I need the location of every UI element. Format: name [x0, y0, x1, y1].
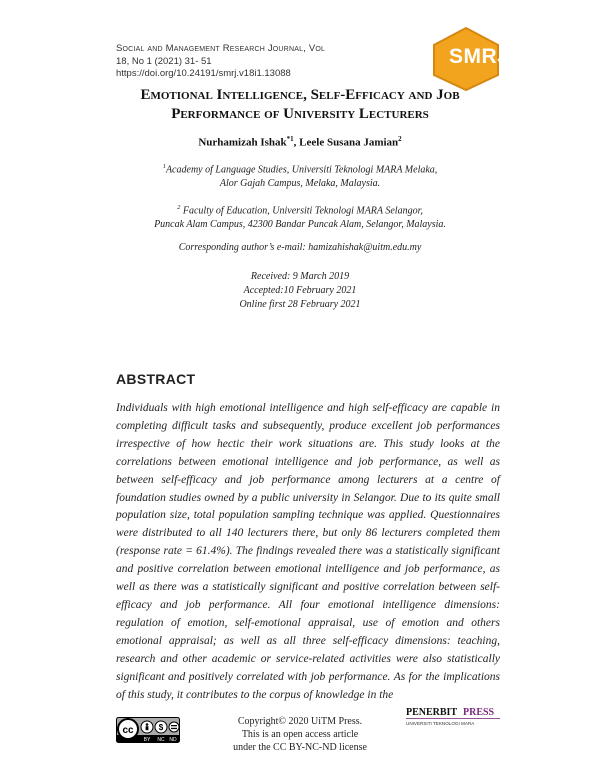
- author-sep: ,: [293, 136, 300, 149]
- author-1: Nurhamizah Ishak: [198, 136, 287, 149]
- aff1-line2: Alor Gajah Campus, Melaka, Malaysia.: [219, 178, 381, 190]
- author-2-sup: 2: [398, 135, 402, 143]
- publication-dates: [100, 270, 500, 312]
- journal-volume: 18, No 1 (2021) 31- 51: [116, 55, 212, 67]
- by-label: BY: [143, 737, 151, 743]
- date-received: Received: 9 March 2019: [250, 271, 350, 282]
- nd-label: ND: [169, 737, 177, 743]
- by-icon-head: [146, 723, 149, 726]
- copyright-notice: [210, 715, 390, 754]
- corresponding-email: Corresponding author’s e-mail: hamizahishak@uitm.edu.my: [178, 242, 422, 253]
- by-icon-body: [146, 726, 149, 730]
- journal-doi[interactable]: https://doi.org/10.24191/smrj.v18i1.13088: [116, 68, 291, 79]
- aff1-line1: Academy of Language Studies, Universiti Teknologi MARA Melaka,: [165, 164, 438, 176]
- title-line-1: Emotional Intelligence, Self-Efficacy and Job: [140, 87, 460, 103]
- publisher-name: PENERBIT: [406, 707, 458, 718]
- aff1-sup: 1: [162, 163, 166, 170]
- title-line-2: Performance of University Lecturers: [171, 106, 429, 122]
- nd-icon: [169, 722, 179, 732]
- affiliation-1: [100, 160, 500, 191]
- cc-icon-label: cc: [122, 725, 134, 736]
- publisher-name-2: PRESS: [463, 707, 495, 718]
- author-list: [100, 135, 500, 149]
- abstract-text: Individuals with high emotional intelligence and high self-efficacy are capable in completing difficult tasks and subsequently, produce excellent job performances irrespective of how hectic their work situations are. This study looks at the correlations between emotional intelligence and job performance, as well as between self-efficacy and job performance among lecturers at a centre of foundation studies owned by a public university in Selangor. Due to its quite small population size, total population sampling technique was applied. Questionnaires were distributed to all 140 lecturers there, but only 86 lecturers completed them (response rate = 61.4%). The findings revealed there was a statistically significant and positive correlation between emotional intelligence and job performance, as well as there was a statistically significant and positive correlation between self-efficacy and job performance. All four emotional intelligence dimensions: regulation of emotion, self-emotional appraisal, use of emotion and others emotional appraisal; as well as all three self-efficacy dimensions: teaching, research and other academic or service-related activities were also statistically significant and positively correlated with job performance. As for the implications of this study, it contributes to the corpus of knowledge in the: [116, 402, 500, 701]
- nd-icon-bar-1: [171, 725, 177, 726]
- publisher-sub: UNIVERSITI TEKNOLOGI MARA: [406, 721, 475, 726]
- paper-title: [100, 86, 500, 124]
- aff2-line2: Puncak Alam Campus, 42300 Bandar Puncak Alam, Selangor, Malaysia.: [154, 219, 446, 231]
- journal-header: [116, 43, 416, 81]
- author-1-sup: *1: [286, 135, 294, 143]
- cc-license-badge[interactable]: [116, 717, 180, 743]
- publisher-logo: [406, 704, 502, 728]
- publisher-rule: [406, 718, 500, 719]
- nc-label: NC: [157, 737, 165, 743]
- date-accepted: Accepted:10 February 2021: [243, 285, 357, 296]
- aff2-sup: 2: [177, 204, 181, 211]
- copyright-line1: Copyright© 2020 UiTM Press.: [237, 716, 363, 727]
- copyright-line3: under the CC BY-NC-ND license: [233, 742, 367, 753]
- journal-name: Social and Management Research Journal, Vol: [116, 43, 326, 54]
- author-2: Leele Susana Jamian: [299, 136, 399, 149]
- nc-icon-glyph: $: [158, 723, 164, 732]
- date-online: Online first 28 February 2021: [239, 299, 361, 310]
- nd-icon-bar-2: [171, 728, 177, 729]
- copyright-line2: This is an open access article: [241, 729, 359, 740]
- aff2-line1: Faculty of Education, Universiti Teknologi MARA Selangor,: [182, 205, 423, 217]
- affiliation-2: [100, 201, 500, 232]
- abstract-heading: ABSTRACT: [116, 371, 196, 387]
- logo-text: SMRJ: [449, 45, 510, 68]
